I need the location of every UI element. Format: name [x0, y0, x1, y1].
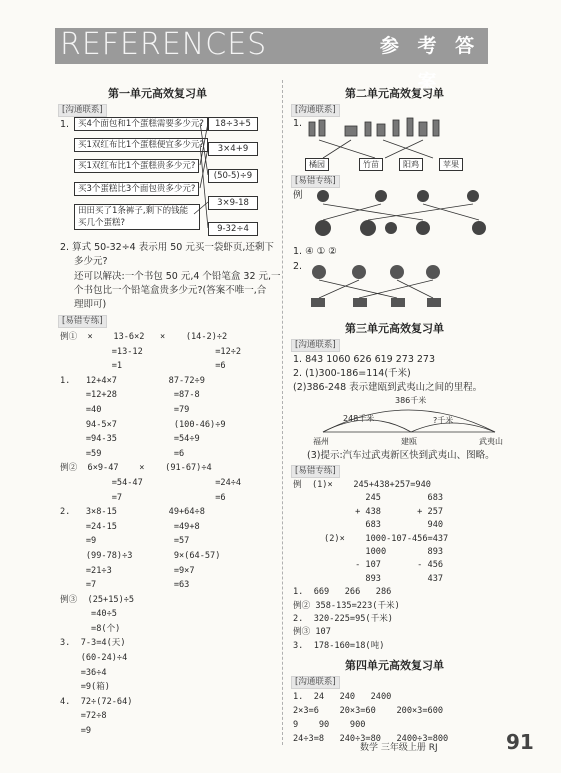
left-answer-line-10: 例② 6×9-47 × (91-67)÷4 [60, 463, 212, 474]
q1-expr-2: 3×4+9 [208, 142, 258, 156]
u3-line-1: 1. 843 1060 626 619 273 273 [293, 354, 436, 365]
u4-line-1: 1. 24 240 2400 [293, 692, 392, 702]
u3-example-line-4: 683 940 [293, 520, 444, 531]
u3-example-line-12: 例③ 107 [293, 627, 331, 638]
u2-example-label: 例 [293, 190, 303, 201]
q1-question-3: 买1双红布比1个蛋糕贵多少元? [74, 159, 199, 173]
bottle-label-2: 竹苗 [359, 158, 383, 171]
u3-example-line-8: 893 437 [293, 573, 444, 584]
left-answer-line-21: =8(个) [60, 623, 121, 634]
u3-example-line-2: 245 683 [293, 493, 444, 504]
left-answer-line-3: =1 =6 [60, 361, 226, 372]
left-answer-line-7: 94-5×7 (100-46)÷9 [60, 419, 226, 430]
q2-line-1: 2. 算式 50-32÷4 表示用 50 元买一袋虾页,还剩下 [60, 242, 274, 253]
left-answer-line-19: 例③ (25+15)÷5 [60, 594, 135, 605]
left-answer-line-1: 例① × 13-6×2 × (14-2)÷2 [60, 332, 228, 342]
q1-expr-1: 18÷3+5 [208, 117, 258, 131]
q1-question-2: 买1双红布比1个蛋糕便宜多少元? [74, 138, 208, 152]
left-answer-line-24: =36÷4 [60, 667, 107, 678]
left-answer-line-5: =12+28 =87-8 [60, 390, 200, 401]
bottle-label-4: 苹果 [439, 158, 463, 171]
u3-example-line-1: 例 (1)× 245+438+257=940 [293, 480, 431, 490]
q2-line-3: 还可以解决:一个书包 50 元,4 个铅笔盒 32 元,一 [74, 271, 281, 282]
tag-goutong-4: [沟通联系] [291, 676, 340, 689]
left-answer-line-13: 2. 3×8-15 49+64÷8 [60, 507, 205, 518]
u3-line-4: (3)提示:汽车过武夷新区快到武夷山、图略。 [307, 450, 495, 461]
u3-example-line-6: 1000 893 [293, 547, 444, 558]
answers-title: 参 考 答 案 [379, 35, 481, 93]
q2-line-5: 理即可) [74, 299, 107, 310]
tag-goutong-2: [沟通联系] [291, 104, 340, 117]
left-answer-line-27: =72÷8 [60, 711, 107, 722]
left-answer-line-6: =40 =79 [60, 404, 190, 415]
q1-matching-lines [0, 0, 282, 260]
u3-line-2: 2. (1)300-186=114(千米) [293, 368, 411, 379]
diagram-place-wuyishan: 武夷山 [479, 437, 503, 446]
q1-question-1: 买4个面包和1个蛋糕需要多少元? [74, 117, 208, 131]
u3-example-line-7: - 107 - 456 [293, 560, 444, 571]
u3-line-3: (2)386-248 表示建瓯到武夷山之间的里程。 [293, 382, 483, 393]
page-number: 91 [506, 730, 534, 754]
left-answer-line-23: (60-24)÷4 [60, 653, 128, 664]
left-answer-line-22: 3. 7-3=4(天) [60, 638, 126, 649]
u2-q1-answers: 1. ④ ① ② [293, 246, 337, 257]
left-answer-line-16: (99-78)÷3 9×(64-57) [60, 550, 221, 561]
diagram-unknown: ?千米 [433, 416, 454, 425]
tag-yicuo: [易错专练] [58, 315, 107, 328]
q1-expr-5: 9-32÷4 [208, 222, 258, 236]
tag-goutong-3: [沟通联系] [291, 339, 340, 352]
unit1-title: 第一单元高效复习单 [108, 87, 207, 100]
left-answer-line-2: =13-12 =12÷2 [60, 346, 242, 357]
left-answer-line-11: =54-47 =24÷4 [60, 477, 242, 488]
distance-diagram [283, 0, 561, 450]
left-answer-line-17: =21÷3 =9×7 [60, 565, 195, 576]
u3-example-lines [293, 479, 553, 653]
footer-subject: 数学 三年级上册 RJ [360, 743, 438, 753]
left-answer-line-20: =40÷5 [60, 609, 117, 620]
left-answer-line-26: 4. 72÷(72-64) [60, 696, 133, 707]
unit2-title: 第二单元高效复习单 [345, 87, 444, 100]
q2-line-2: 多少元? [74, 256, 108, 267]
diagram-place-fuzhou: 福州 [313, 437, 329, 446]
u4-line-4: 24÷3=8 240÷3=80 2400÷3=800 [293, 734, 449, 744]
bottle-label-3: 阳鸡 [399, 158, 423, 171]
q1-number: 1. [60, 119, 70, 130]
q2-line-4: 个书包比一个铅笔盒贵多少元?(答案不唯一,合 [74, 285, 267, 296]
bottle-label-1: 橘园 [305, 158, 329, 171]
right-column [283, 0, 561, 773]
left-answer-lines [60, 330, 280, 739]
unit3-title: 第三单元高效复习单 [345, 322, 444, 335]
u3-example-line-11: 2. 320-225=95(千米) [293, 614, 393, 625]
left-answer-line-15: =9 =57 [60, 536, 190, 547]
tag-yicuo-2: [易错专练] [291, 175, 340, 188]
u3-example-line-5: (2)× 1000-107-456=437 [293, 533, 449, 544]
u3-example-line-13: 3. 178-160=18(吨) [293, 640, 385, 651]
u4-line-3: 9 90 900 [293, 720, 366, 730]
diagram-total: 386千米 [395, 396, 427, 405]
u4-line-2: 2×3=6 20×3=60 200×3=600 [293, 706, 444, 716]
q1-expr-3: (50-5)÷9 [208, 169, 258, 183]
u3-example-line-9: 1. 669 266 286 [293, 587, 392, 598]
left-answer-line-9: =59 =6 [60, 448, 185, 459]
u3-example-line-3: + 438 + 257 [293, 506, 444, 517]
tag-goutong: [沟通联系] [58, 104, 107, 117]
left-answer-line-8: =94-35 =54÷9 [60, 434, 200, 445]
left-answer-line-18: =7 =63 [60, 580, 190, 591]
tag-yicuo-3: [易错专练] [291, 465, 340, 478]
diagram-segment: 248千米 [343, 414, 375, 423]
left-answer-line-25: =9(箱) [60, 682, 110, 693]
q1-expr-4: 3×9-18 [208, 196, 258, 210]
u2-q1-number: 1. [293, 118, 303, 129]
u2-q2-number: 2. [293, 261, 303, 272]
left-answer-line-4: 1. 12+4×7 87-72÷9 [60, 375, 205, 386]
u3-example-line-10: 例② 358-135=223(千米) [293, 600, 400, 611]
references-title: REFERENCES [60, 27, 268, 62]
left-answer-line-12: =7 =6 [60, 492, 226, 503]
q1-question-5-text: 田田买了1条裤子,剩下的钱能买几个蛋糕? [78, 206, 189, 228]
left-answer-line-14: =24-15 =49+8 [60, 521, 200, 532]
left-answer-line-28: =9 [60, 726, 92, 737]
unit4-title: 第四单元高效复习单 [345, 659, 444, 672]
diagram-place-jianou: 建瓯 [401, 437, 417, 446]
q1-question-4: 买3个蛋糕比3个面包贵多少元? [74, 182, 199, 196]
